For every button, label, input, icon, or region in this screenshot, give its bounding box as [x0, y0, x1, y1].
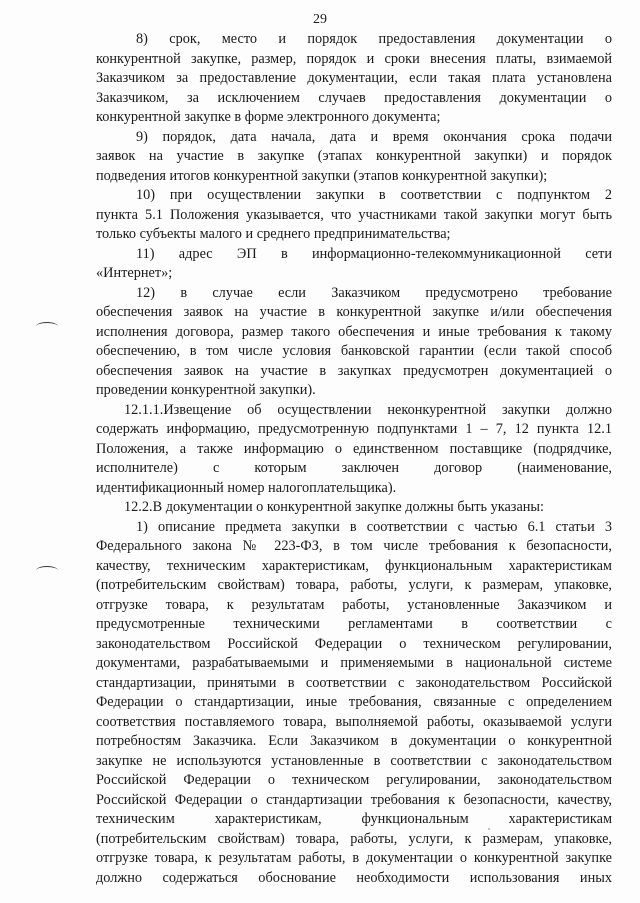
text-line: соответствия поставляемого товара, выполняемой работы, оказываемой услуги — [96, 713, 612, 730]
text-line: Российской Федерации о техническом регулировании, законодательством — [96, 772, 612, 788]
text-line: 1) описание предмета закупки в соответствии с частью 6.1 статьи 3 — [136, 518, 612, 535]
text-line: Заказчиком за предоставление документации, если такая плата установлена — [96, 70, 612, 86]
text-line: отгрузке товара, к результатам работы, в документации о конкурентной закупке — [96, 850, 612, 866]
margin-mark — [36, 322, 58, 331]
text-line: 12.2.В документации о конкурентной закупке должны быть указаны: — [124, 499, 545, 515]
text-line: идентификационный номер налогоплательщика). — [96, 479, 397, 496]
text-line: обеспечения заявок на участие в закупках предусмотрен документацией о — [96, 362, 612, 379]
text-line: Российской Федерации о стандартизации требования к безопасности, качеству, — [96, 791, 612, 808]
text-line: конкурентной закупке в форме электронного документа; — [96, 109, 441, 125]
text-line: техническим характеристикам, функциональным характеристикам — [96, 811, 612, 827]
text-line: исполнителе) с которым заключен договор (наименование, — [96, 460, 612, 476]
text-line: (потребительским свойствам) товара, работы, услуги, к размерам, упаковке, — [96, 577, 612, 593]
margin-mark — [36, 566, 58, 575]
text-line: Федерального закона № 223-ФЗ, в том числе требования к безопасности, — [96, 538, 612, 554]
text-line: обеспечения заявок на участие в конкурентной закупке и/или обеспечения — [96, 304, 612, 320]
text-line: 11) адрес ЭП в информационно-телекоммуникационной сети — [136, 245, 612, 262]
text-line: 10) при осуществлении закупки в соответствии с подпунктом 2 — [136, 187, 612, 203]
text-line: Федерации о стандартизации, иные требования, связанные с определением — [96, 694, 612, 710]
text-line: законодательством Российской Федерации о техническом регулировании, — [96, 635, 612, 652]
text-line: 9) порядок, дата начала, дата и время окончания срока подачи — [136, 128, 612, 145]
text-line: предусмотренные техническими регламентами в соответствии с — [96, 616, 612, 632]
text-line: содержать информацию, предусмотренную подпунктами 1 – 7, 12 пункта 12.1 — [96, 421, 612, 437]
text-line: только субъекты малого и среднего предпринимательства; — [96, 226, 451, 242]
text-line: обеспечению, в том числе условия банковской гарантии (если такой способ — [96, 343, 612, 359]
text-line: 12) в случае если Заказчиком предусмотрено требование — [136, 284, 612, 301]
text-line: Положения, а также информацию о единственном поставщике (подрядчике, — [96, 440, 612, 457]
text-line: Заказчиком, за исключением случаев предоставления документации о — [96, 89, 612, 106]
text-line: исполнения договора, размер такого обеспечения и иные требования к такому — [96, 323, 612, 340]
text-line: «Интернет»; — [96, 265, 173, 281]
text-line: должно содержаться обоснование необходимости использования иных — [96, 869, 612, 886]
text-line: подведения итогов конкурентной закупки (этапов конкурентной закупки); — [96, 167, 548, 184]
text-line: 8) срок, место и порядок предоставления документации о — [136, 31, 612, 47]
text-line: конкурентной закупке, размер, порядок и сроки внесения платы, взимаемой — [96, 50, 612, 67]
text-line: проведении конкурентной закупки). — [96, 382, 316, 398]
text-line: качеству, техническим характеристикам, функциональным характеристикам — [96, 557, 612, 574]
text-line: стандартизации, принятыми в соответствии с законодательством Российской — [96, 674, 612, 691]
text-line: отгрузке товара, к результатам работы, установленные Заказчиком и — [96, 596, 612, 613]
text-line: пункта 5.1 Положения указывается, что участниками такой закупки могут быть — [96, 206, 612, 223]
text-line: потребностям Заказчика. Если Заказчиком в документации о конкурентной — [96, 733, 612, 749]
text-line: 12.1.1.Извещение об осуществлении неконкурентной закупки должно — [124, 401, 612, 418]
text-line: закупке не используются установленные в соответствии с законодательством — [96, 752, 612, 769]
page-number: 29 — [313, 12, 327, 27]
text-line: документами, разрабатываемыми и применяемыми в национальной системе — [96, 655, 612, 671]
text-line: (потребительским свойствам) товара, работы, услуги, к размерам, упаковке, — [96, 830, 612, 847]
text-line: заявок на участие в закупке (этапах конкурентной закупки) и порядок — [96, 148, 612, 164]
document-body — [96, 30, 612, 888]
